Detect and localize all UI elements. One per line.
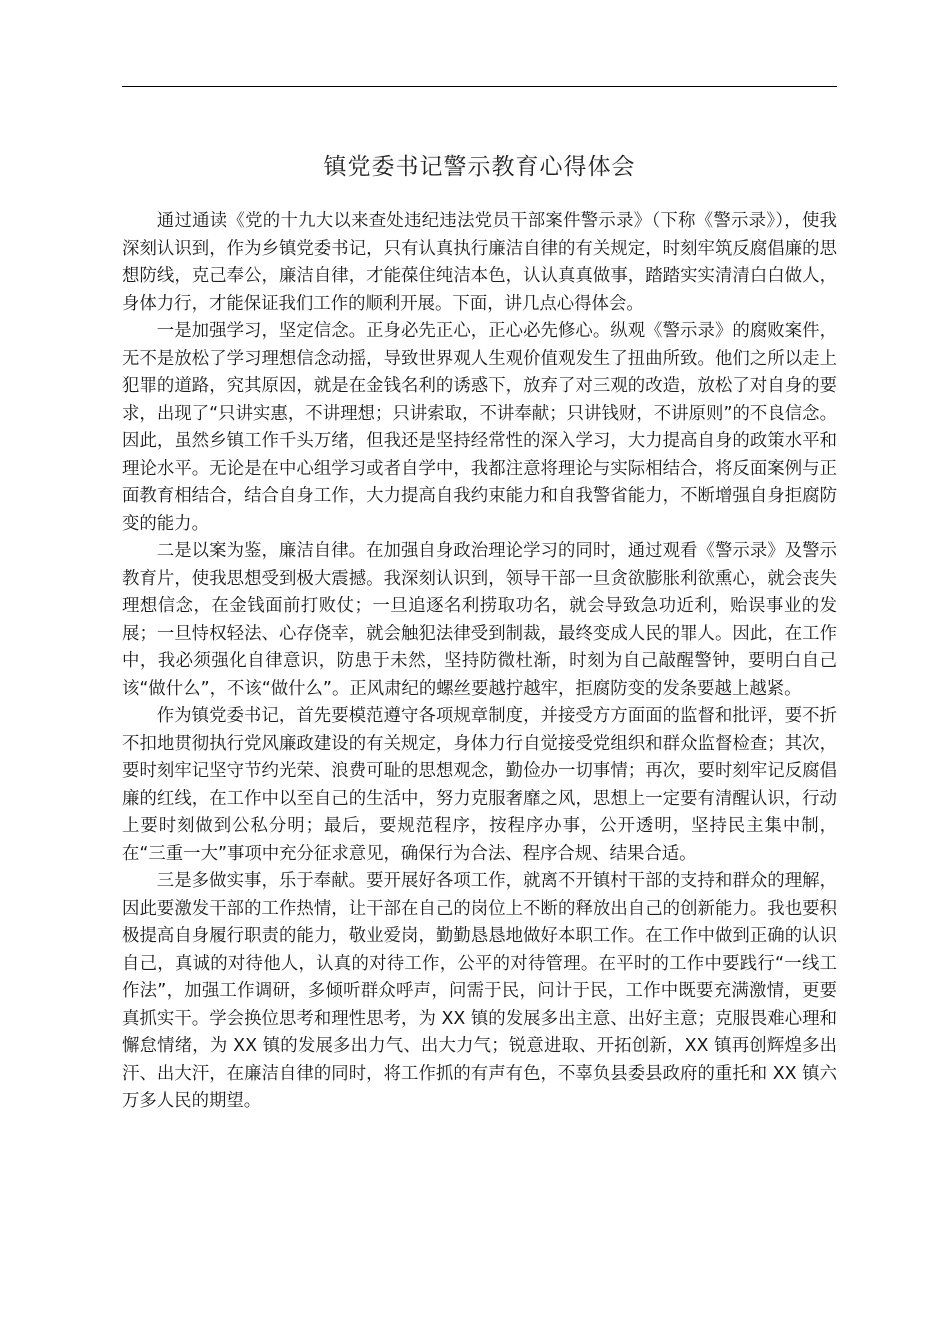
document-body bbox=[122, 208, 837, 1116]
paragraph-intro: 通过通读《党的十九大以来查处违纪违法党员干部案件警示录》（下称《警示录》），使我深刻认识到，作为乡镇党委书记，只有认真执行廉洁自律的有关规定，时刻牢筑反腐倡廉的思想防线，克己奉公，廉洁自律，才能葆住纯洁本色，认认真真做事，踏踏实实清清白白做人，身体力行，才能保证我们工作的顺利开展。下面，讲几点心得体会。 bbox=[122, 211, 837, 314]
paragraph-point-two: 二是以案为鉴，廉洁自律。在加强自身政治理论学习的同时，通过观看《警示录》及警示教育片，使我思想受到极大震撼。我深刻认识到，领导干部一旦贪欲膨胀利欲熏心，就会丧失理想信念，在金钱面前打败仗；一旦追逐名利捞取功名，就会导致急功近利，贻误事业的发展；一旦恃权轻法、心存侥幸，就会触犯法律受到制裁，最终变成人民的罪人。因此，在工作中，我必须强化自律意识，防患于未然，坚持防微杜渐，时刻为自己敲醒警钟，要明白自己该“做什么”，不该“做什么”。正风肃纪的螺丝要越拧越牢，拒腐防变的发条要越上越紧。 bbox=[122, 541, 837, 699]
header-rule bbox=[122, 86, 837, 87]
paragraph-point-three: 三是多做实事，乐于奉献。要开展好各项工作，就离不开镇村干部的支持和群众的理解，因此要激发干部的工作热情，让干部在自己的岗位上不断的释放出自己的创新能力。我也要积极提高自身履行职责的能力，敬业爱岗，勤勤恳恳地做好本职工作。在工作中做到正确的认识自己，真诚的对待他人，认真的对待工作，公平的对待管理。在平时的工作中要践行“一线工作法”，加强工作调研，多倾听群众呼声，问需于民，问计于民，工作中既要充满激情，更要真抓实干。学会换位思考和理性思考，为 XX 镇的发展多出主意、出好主意；克服畏难心理和懈怠情绪，为 XX 镇的发展多出力气、出大力气；锐意进取、开拓创新，XX 镇再创辉煌多出汗、出大汗，在廉洁自律的同时，将工作抓的有声有色，不辜负县委县政府的重托和 XX 镇六万多人民的期望。 bbox=[122, 871, 837, 1111]
paragraph-point-one: 一是加强学习，坚定信念。正身必先正心，正心必先修心。纵观《警示录》的腐败案件，无不是放松了学习理想信念动摇，导致世界观人生观价值观发生了扭曲所致。他们之所以走上犯罪的道路，究其原因，就是在金钱名利的诱惑下，放弃了对三观的改造，放松了对自身的要求，出现了“只讲实惠，不讲理想；只讲索取，不讲奉献；只讲钱财，不讲原则”的不良信念。因此，虽然乡镇工作千头万绪，但我还是坚持经常性的深入学习，大力提高自身的政策水平和理论水平。无论是在中心组学习或者自学中，我都注意将理论与实际相结合，将反面案例与正面教育相结合，结合自身工作，大力提高自我约束能力和自我警省能力，不断增强自身拒腐防变的能力。 bbox=[122, 321, 837, 534]
paragraph-secretary-duties: 作为镇党委书记，首先要模范遵守各项规章制度，并接受方方面面的监督和批评，要不折不扣地贯彻执行党风廉政建设的有关规定，身体力行自觉接受党组织和群众监督检查；其次，要时刻牢记坚守节约光荣、浪费可耻的思想观念，勤俭办一切事情；再次，要时刻牢记反腐倡廉的红线，在工作中以至自己的生活中，努力克服奢靡之风，思想上一定要有清醒认识，行动上要时刻做到公私分明；最后，要规范程序，按程序办事，公开透明，坚持民主集中制，在“三重一大”事项中充分征求意见，确保行为合法、程序合规、结果合适。 bbox=[122, 706, 837, 864]
document-title: 镇党委书记警示教育心得体会 bbox=[323, 154, 636, 180]
